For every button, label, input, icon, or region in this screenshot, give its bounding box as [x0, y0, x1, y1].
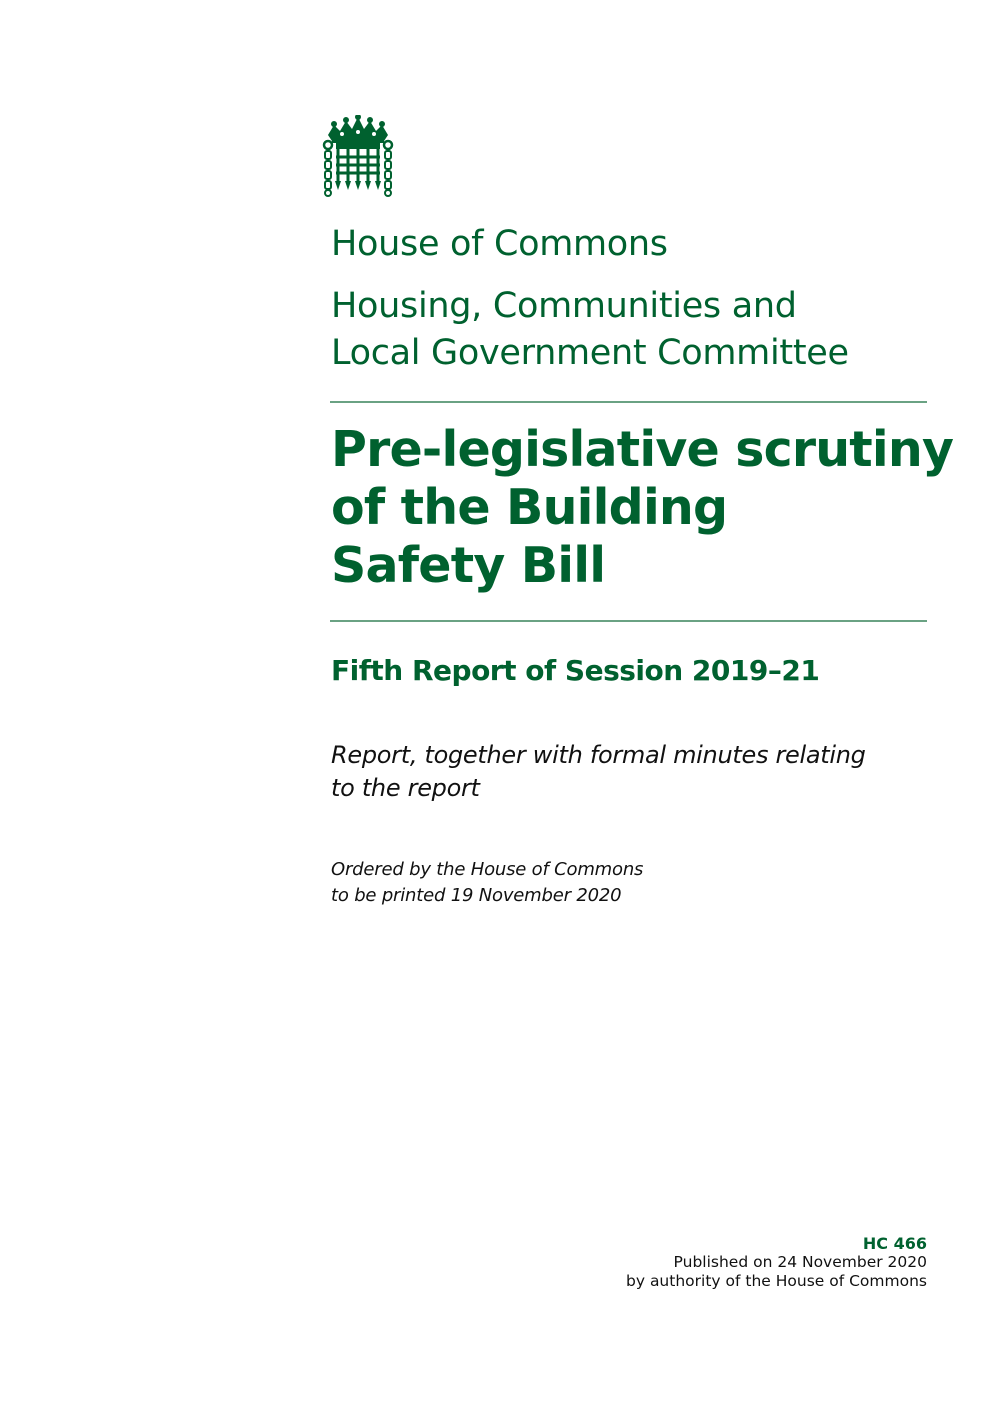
report-subtitle-line2: to the report: [331, 774, 480, 802]
committee-name-line2: Local Government Committee: [331, 333, 849, 373]
print-order-note: [331, 857, 643, 909]
publication-authority: by authority of the House of Commons: [626, 1272, 927, 1290]
portcullis-crown-icon: [322, 115, 394, 197]
committee-name-line1: Housing, Communities and: [331, 286, 797, 326]
session-heading: Fifth Report of Session 2019–21: [331, 654, 820, 687]
report-subtitle-line1: Report, together with formal minutes relating: [331, 741, 866, 769]
report-title: [331, 421, 953, 595]
report-title-line3: Safety Bill: [331, 537, 606, 594]
divider-rule-top: [330, 401, 927, 403]
report-subtitle: [331, 739, 866, 805]
report-title-line1: Pre-legislative scrutiny: [331, 421, 954, 478]
hc-number: HC 466: [862, 1234, 927, 1253]
publication-footer: [626, 1234, 927, 1291]
report-title-line2: of the Building: [331, 479, 728, 536]
print-order-line1: Ordered by the House of Commons: [331, 859, 644, 880]
divider-rule-bottom: [330, 620, 927, 622]
print-order-line2: to be printed 19 November 2020: [331, 885, 622, 906]
house-name: House of Commons: [331, 224, 668, 264]
committee-name: [331, 283, 849, 377]
published-date: Published on 24 November 2020: [673, 1253, 927, 1271]
